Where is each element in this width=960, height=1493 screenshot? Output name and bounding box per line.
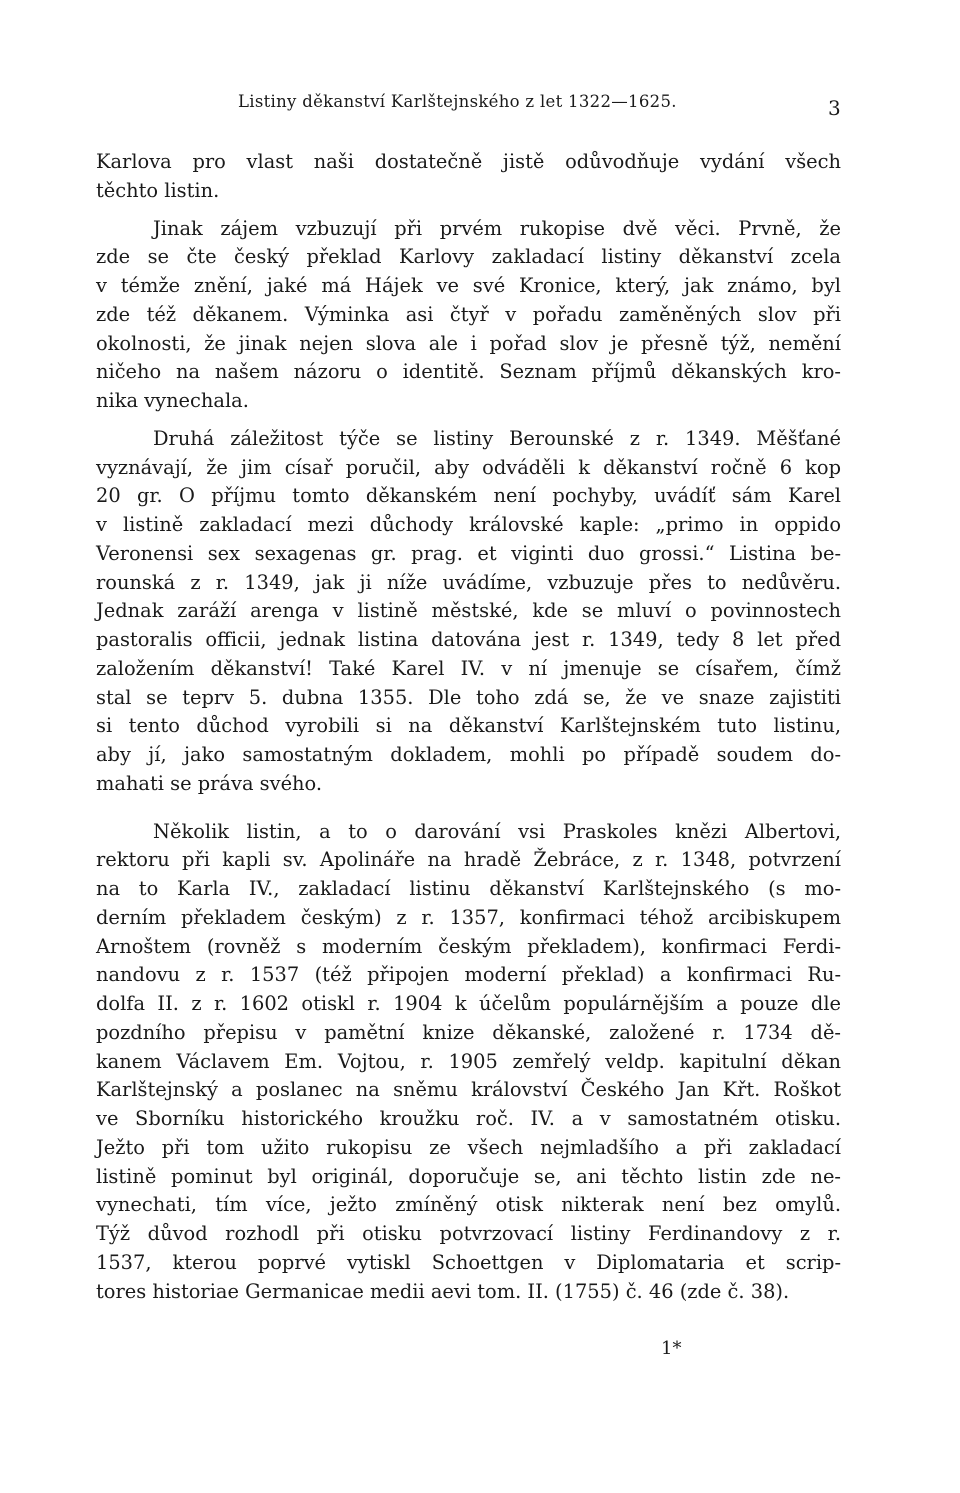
text-line: pozdního přepisu v pamětní knize děkanské, založené r. 1734 dě- [96, 1020, 841, 1044]
text-line: Jednak zaráží arenga v listině městské, kde se mluví o povinnostech [96, 599, 841, 623]
text-line: Karlova pro vlast naši dostatečně jistě odůvodňuje vydání všech [96, 150, 841, 173]
text-line: založením děkanství! Také Karel IV. v ní jmenuje se císařem, čímž [96, 656, 841, 680]
text-line: Arnoštem (rovněž s moderním českým překladem), konfirmaci Ferdi- [96, 934, 841, 958]
running-title: Listiny děkanství Karlštejnského z let 1322—1625. [238, 92, 677, 111]
text-line: zde se čte český překlad Karlovy zakladací listiny děkanství zcela [96, 245, 841, 269]
text-line: 1537, kterou poprvé vytiskl Schoettgen v Diplomataria et scrip- [96, 1250, 841, 1274]
text-line: stal se teprv 5. dubna 1355. Dle toho zdá se, že ve snaze zajistiti [96, 685, 841, 709]
text-line: ničeho na našem názoru o identitě. Seznam příjmů děkanských kro- [96, 360, 841, 384]
text-line: Několik listin, a to o darování vsi Praskoles knězi Albertovi, [153, 819, 841, 843]
text-line: dolfa II. z r. 1602 otiskl r. 1904 k účelům populárnějším a pouze dle [96, 992, 841, 1015]
text-line: vyznávají, že jim císař poručil, aby odváděli k děkanství ročně 6 kop [96, 455, 841, 479]
text-line: derním překladem českým) z r. 1357, konfirmaci téhož arcibiskupem [96, 905, 841, 929]
text-line: ve Sborníku historického kroužku roč. IV. a v samostatném otisku. [96, 1107, 841, 1130]
running-head [96, 92, 841, 122]
text-line: nandovu z r. 1537 (též připojen moderní překlad) a konfirmaci Ru- [96, 963, 841, 987]
paragraph [96, 818, 841, 1307]
text-line: Jinak zájem vzbuzují při prvém rukopise dvě věci. Prvně, že [153, 216, 841, 240]
printer-signature-mark: 1* [661, 1338, 682, 1359]
text-line: zde též děkanem. Výminka asi čtyř v pořadu zaměněných slov při [96, 302, 841, 326]
page-number: 3 [827, 96, 841, 120]
paragraph [96, 425, 841, 799]
text-line: si tento důchod vyrobili si na děkanství Karlštejnském tuto listinu, [96, 714, 841, 738]
paragraph [96, 215, 841, 416]
text-line: vynechati, tím více, ježto zmíněný otisk nikterak není bez omylů. [96, 1193, 841, 1217]
text-line: v listině zakladací mezi důchody královské kaple: „primo in oppido [96, 513, 841, 536]
text-line: kanem Václavem Em. Vojtou, r. 1905 zemřelý veldp. kapitulní děkan [96, 1049, 841, 1073]
text-line: tores historiae Germanicae medii aevi tom. II. (1755) č. 46 (zde č. 38). [96, 1279, 790, 1303]
text-line: rounská z r. 1349, jak ji níže uvádíme, vzbuzuje přes to nedůvěru. [96, 570, 841, 594]
text-line: pastoralis officii, jednak listina datována jest r. 1349, tedy 8 let před [96, 628, 841, 651]
text-line: rektoru při kapli sv. Apolináře na hradě Žebráce, z r. 1348, potvrzení [96, 848, 841, 872]
text-line: aby jí, jako samostatným dokladem, mohli po případě soudem do- [96, 743, 841, 766]
text-line: 20 gr. O příjmu tomto děkanském není pochyby, uvádíť sám Karel [96, 484, 841, 508]
text-line: Veronensi sex sexagenas gr. prag. et viginti duo grossi.“ Listina be- [96, 541, 841, 565]
text-line: Týž důvod rozhodl při otisku potvrzovací listiny Ferdinandovy z r. [96, 1222, 841, 1245]
text-line: Druhá záležitost týče se listiny Berounské z r. 1349. Měšťané [153, 426, 841, 450]
page [96, 92, 841, 1306]
text-line: v témže znění, jaké má Hájek ve své Kronice, který, jak známo, byl [96, 274, 841, 297]
paragraph-gap [96, 416, 841, 425]
paragraph-gap [96, 206, 841, 215]
text-line: Ježto při tom užito rukopisu ze všech nejmladšího a při zakladací [96, 1135, 841, 1159]
paragraph-gap [96, 799, 841, 818]
text-line: nika vynechala. [96, 389, 249, 412]
paragraph [96, 148, 841, 206]
body-text [96, 148, 841, 1306]
text-line: listině pominut byl originál, doporučuje se, ani těchto listin zde ne- [96, 1164, 841, 1188]
text-line: mahati se práva svého. [96, 771, 323, 795]
text-line: na to Karla IV., zakladací listinu děkanství Karlštejnského (s mo- [96, 877, 841, 900]
text-line: okolnosti, že jinak nejen slova ale i pořad slov je přesně týž, nemění [96, 331, 841, 355]
text-line: těchto listin. [96, 178, 220, 202]
text-line: Karlštejnský a poslanec na sněmu království Českého Jan Křt. Roškot [96, 1078, 841, 1102]
